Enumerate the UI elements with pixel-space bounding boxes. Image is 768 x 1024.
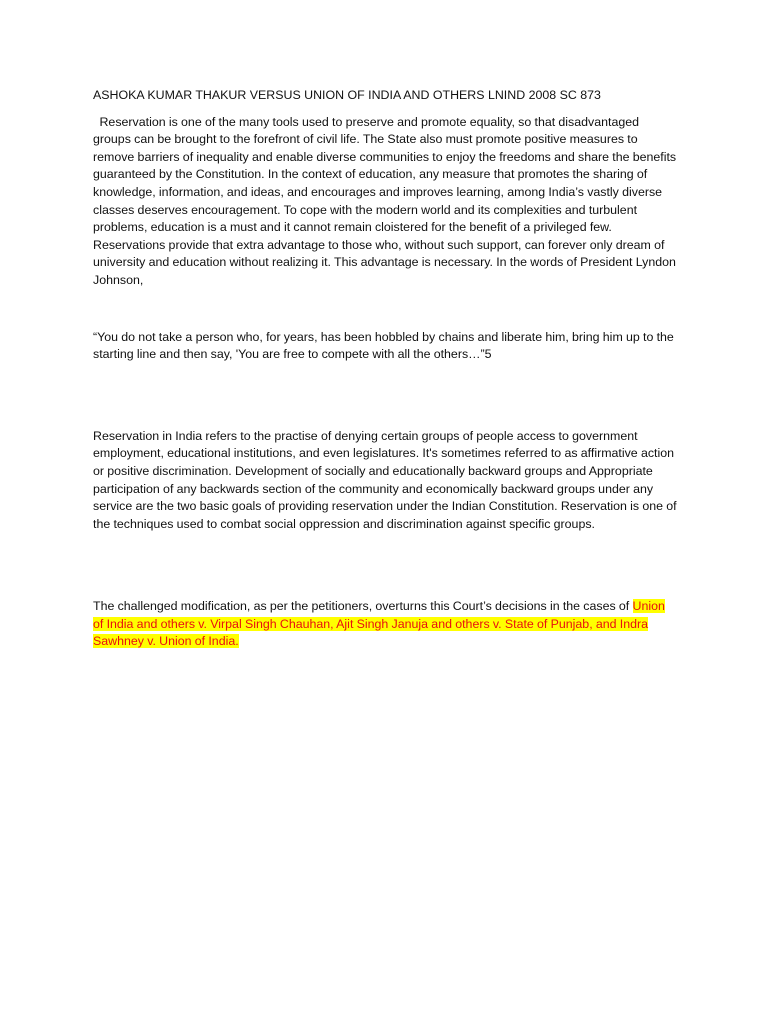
document-page bbox=[93, 87, 677, 651]
paragraph-reservation-definition: Reservation in India refers to the practise of denying certain groups of people access to government employment, educational institutions, and even legislatures. It's sometimes referred to as affirmative action or positive discrimination. Development of socially and educationally backward groups and Appropriate participation of any backwards section of the community and economically backward groups under any service are the two basic goals of providing reservation under the Indian Constitution. Reservation is one of the techniques used to combat social oppression and discrimination against specific groups. bbox=[93, 428, 677, 531]
paragraph-reservation-equality: Reservation is one of the many tools used to preserve and promote equality, so that disadvantaged groups can be brought to the forefront of civil life. The State also must promote positive measures to remove barriers of inequality and enable diverse communities to enjoy the freedoms and share the benefits guaranteed by the Constitution. In the context of education, any measure that promotes the sharing of knowledge, information, and ideas, and encourages and improves learning, among India’s vastly diverse classes deserves encouragement. To cope with the modern world and its complexities and turbulent problems, education is a must and it cannot remain cloistered for the benefit of a privileged few. Reservations provide that extra advantage to those who, without such support, can forever only dream of university and education without realizing it. This advantage is necessary. In the words of President Lyndon Johnson, bbox=[93, 114, 677, 287]
paragraph-challenged-modification bbox=[93, 598, 677, 651]
johnson-quote: “You do not take a person who, for years, has been hobbled by chains and liberate him, bring him up to the starting line and then say, 'You are free to compete with all the others…”5 bbox=[93, 329, 674, 362]
highlighted-case-citations: Union of India and others v. Virpal Singh Chauhan, Ajit Singh Januja and others v. State of Punjab, and Indra Sawhney v. Union of India. bbox=[93, 599, 665, 649]
paragraph-intro-text: The challenged modification, as per the petitioners, overturns this Court’s decisions in the cases of bbox=[93, 599, 633, 614]
case-heading: ASHOKA KUMAR THAKUR VERSUS UNION OF INDIA AND OTHERS LNIND 2008 SC 873 bbox=[93, 88, 601, 102]
